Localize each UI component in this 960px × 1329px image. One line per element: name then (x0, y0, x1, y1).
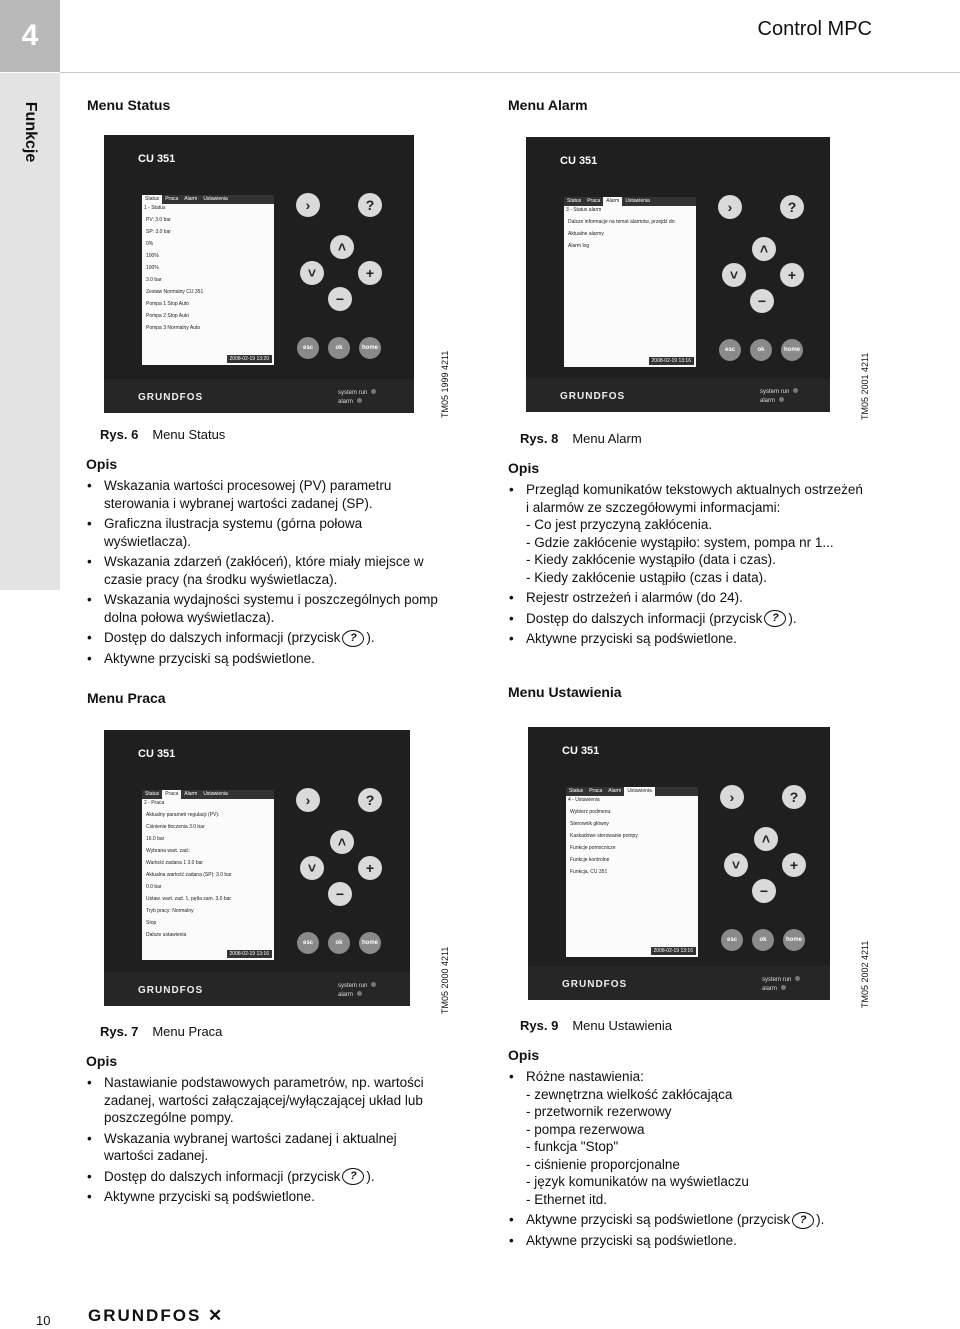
description-list (86, 1074, 446, 1209)
ok-button[interactable]: ok (752, 929, 774, 951)
display-subtitle: 4 - Ustawienia (568, 797, 600, 803)
device-display (142, 195, 274, 365)
status-alarm-label (338, 991, 376, 1000)
esc-button[interactable]: esc (297, 932, 319, 954)
figure-label: Rys. 6 (100, 427, 139, 442)
display-tab: Status (569, 788, 584, 794)
status-run-label (760, 388, 798, 397)
device-brand-logo: GRUNDFOS (138, 985, 204, 996)
description-item (86, 1168, 446, 1186)
display-line: Dalsze informacje na temat alarmów, przejdź do: (568, 219, 676, 225)
status-alarm-led-icon (357, 991, 362, 996)
status-alarm-text: alarm (338, 399, 354, 405)
display-line: 0.0 bar (146, 884, 162, 890)
description-item (508, 1232, 868, 1250)
figure-title: Menu Praca (152, 1024, 223, 1039)
device-display (564, 197, 696, 367)
status-run-text: system run (762, 977, 792, 983)
description-text: Graficzna ilustracja systemu (górna połowa wyświetlacza). (104, 516, 363, 549)
display-tab: Alarm (184, 196, 198, 202)
display-tabs (142, 790, 274, 799)
description-item (86, 650, 446, 668)
device-status-lights (762, 976, 800, 994)
display-tabs (566, 787, 698, 796)
description-item (86, 1130, 446, 1165)
device-footer (528, 966, 830, 1000)
description-text: Dostęp do dalszych informacji (przycisk (104, 630, 341, 645)
device-model-label: CU 351 (138, 153, 176, 165)
status-run-led-icon (371, 982, 376, 987)
display-tab: Praca (587, 198, 601, 204)
plus-icon[interactable]: + (358, 856, 382, 880)
description-heading: Opis (86, 456, 118, 472)
display-tab: Praca (165, 196, 179, 202)
display-tab: Alarm (184, 791, 198, 797)
figure-title: Menu Ustawienia (572, 1018, 673, 1033)
figure-caption (520, 1018, 672, 1033)
description-text: Dostęp do dalszych informacji (przycisk (104, 1168, 341, 1184)
display-line: Wybrana wart. zad.: (146, 848, 191, 854)
display-line: Wybierz podmenu: (570, 809, 612, 815)
status-alarm-label (762, 985, 800, 994)
controller-image (528, 727, 830, 1000)
description-item (86, 591, 446, 626)
side-tab-label: Funkcje (22, 101, 39, 163)
display-tab: Praca (162, 790, 181, 799)
description-tail: ). (366, 1168, 375, 1184)
description-item (508, 630, 868, 648)
right-arrow-icon[interactable]: › (296, 193, 320, 217)
status-run-led-icon (371, 389, 376, 394)
display-line: Aktualne alarmy (568, 231, 604, 237)
display-line: Wartość zadana 1 3.0 bar (146, 860, 204, 866)
description-text: Aktywne przyciski są podświetlone. (104, 650, 315, 666)
device-status-lights (760, 388, 798, 406)
description-list (508, 481, 868, 651)
device-status-lights (338, 389, 376, 407)
display-line: Stop (146, 920, 157, 926)
controller-image (104, 730, 410, 1006)
display-tab: Alarm (608, 788, 622, 794)
display-tab: Ustawienia (624, 787, 654, 796)
help-button-icon: ? (342, 1168, 364, 1185)
status-run-label (762, 976, 800, 985)
esc-button[interactable]: esc (297, 337, 319, 359)
display-timestamp: 2008-02-19 13:16 (227, 950, 272, 958)
ok-button[interactable]: ok (328, 337, 350, 359)
display-line: 100% (146, 265, 159, 271)
logo-mark-icon: ✕ (201, 1306, 225, 1325)
footer-logo (88, 1306, 224, 1326)
status-alarm-text: alarm (760, 398, 776, 404)
plus-icon[interactable]: + (780, 263, 804, 287)
display-tab: Ustawienia (203, 791, 228, 797)
display-subtitle: 2 - Praca (144, 800, 165, 806)
device-footer (526, 378, 830, 412)
display-line: Sterownik główny (570, 821, 609, 827)
status-alarm-led-icon (357, 398, 362, 403)
help-button-icon: ? (342, 630, 364, 647)
esc-button[interactable]: esc (721, 929, 743, 951)
description-item (86, 515, 446, 550)
up-arrow-icon[interactable]: ˄ (754, 827, 778, 851)
description-text: Wskazania zdarzeń (zakłóceń), które miały miejsce w czasie pracy (na środku wyświetlacza). (104, 554, 424, 587)
figure-caption (520, 431, 642, 446)
display-line: Tryb pracy: Normalny (146, 908, 194, 914)
display-tabs (564, 197, 696, 206)
display-line: Pompa 3 Normalny Auto (146, 325, 201, 331)
description-heading: Opis (508, 460, 540, 476)
display-line: 0% (146, 241, 154, 247)
display-tab: Status (145, 791, 160, 797)
description-heading: Opis (86, 1053, 118, 1069)
description-item (508, 589, 868, 607)
description-item (86, 1188, 446, 1206)
description-text: Wskazania wartości procesowej (PV) parametru sterowania i wybranej wartości zadanej (SP). (104, 478, 392, 511)
status-alarm-label (760, 397, 798, 406)
device-status-lights (338, 982, 376, 1000)
device-brand-logo: GRUNDFOS (562, 979, 628, 990)
display-line: Dalsze ustawienia (146, 932, 187, 938)
display-line: Pompa 2 Stop Auto (146, 313, 190, 319)
figure-label: Rys. 7 (100, 1024, 139, 1039)
description-text: Aktywne przyciski są podświetlone (przycisk (526, 1212, 791, 1227)
display-line: Funkcja, CU 351 (570, 869, 608, 875)
home-button[interactable]: home (783, 929, 805, 951)
down-arrow-icon[interactable]: ˅ (722, 263, 746, 287)
description-text: Wskazania wydajności systemu i poszczególnych pomp dolna połowa wyświetlacza). (104, 592, 438, 625)
display-tab: Ustawienia (625, 198, 650, 204)
home-button[interactable]: home (359, 932, 381, 954)
down-arrow-icon[interactable]: ˅ (300, 856, 324, 880)
chapter-number: 4 (0, 0, 60, 72)
description-item (508, 1211, 868, 1229)
status-alarm-text: alarm (338, 992, 354, 998)
home-button[interactable]: home (359, 337, 381, 359)
display-line: 100% (146, 253, 159, 259)
controller-image (526, 137, 830, 412)
display-timestamp: 2008-02-19 13:16 (649, 357, 694, 365)
display-line: Aktualna wartość zadana (SP): 3.0 bar (146, 872, 232, 878)
display-tab: Praca (589, 788, 603, 794)
description-text: Rejestr ostrzeżeń i alarmów (do 24). (526, 590, 743, 605)
help-icon[interactable]: ? (780, 195, 804, 219)
description-item (86, 553, 446, 588)
minus-icon[interactable]: − (750, 289, 774, 313)
device-brand-logo: GRUNDFOS (138, 392, 204, 403)
figure-title: Menu Alarm (572, 431, 642, 446)
device-footer (104, 379, 414, 413)
minus-icon[interactable]: − (328, 882, 352, 906)
device-display (566, 787, 698, 957)
device-model-label: CU 351 (138, 748, 176, 760)
device-model-label: CU 351 (560, 155, 598, 167)
help-button-icon: ? (764, 610, 786, 627)
description-text: Aktywne przyciski są podświetlone. (104, 1189, 315, 1205)
status-alarm-led-icon (779, 397, 784, 402)
ok-button[interactable]: ok (750, 339, 772, 361)
description-text: Wskazania wybranej wartości zadanej i aktualnej wartości zadanej. (104, 1130, 397, 1163)
display-tab: Status (567, 198, 582, 204)
description-tail: ). (366, 630, 375, 645)
display-line: SP: 3.0 bar (146, 229, 172, 235)
up-arrow-icon[interactable]: ˄ (752, 237, 776, 261)
figure-caption (100, 1024, 222, 1039)
description-list (86, 477, 446, 670)
description-tail: ). (816, 1212, 825, 1227)
document-title: Control MPC (757, 18, 872, 40)
display-line: Ciśnienie tłoczenia 3.0 bar (146, 824, 205, 830)
device-brand-logo: GRUNDFOS (560, 391, 626, 402)
figure-label: Rys. 8 (520, 431, 559, 446)
status-run-label (338, 389, 376, 398)
figure-code: TM05 1999 4211 (440, 350, 450, 418)
display-line: PV: 3.0 bar (146, 217, 171, 223)
figure-caption (100, 427, 225, 442)
device-display (142, 790, 274, 960)
status-alarm-led-icon (781, 985, 786, 990)
display-tab: Status (142, 195, 162, 204)
minus-icon[interactable]: − (752, 879, 776, 903)
status-alarm-text: alarm (762, 986, 778, 992)
display-timestamp: 2008-02-19 13:20 (227, 355, 272, 363)
minus-icon[interactable]: − (328, 287, 352, 311)
plus-icon[interactable]: + (358, 261, 382, 285)
status-run-text: system run (760, 389, 790, 395)
status-run-led-icon (793, 388, 798, 393)
figure-title: Menu Status (152, 427, 226, 442)
device-footer (104, 972, 410, 1006)
figure-label: Rys. 9 (520, 1018, 559, 1033)
help-button-icon: ? (792, 1212, 814, 1229)
description-text: Nastawianie podstawowych parametrów, np. wartości zadanej, wartości załączającej/wyłączającej układ lub poszczególne pompy. (104, 1075, 424, 1125)
logo-text: GRUNDFOS (88, 1306, 202, 1325)
description-item (86, 1074, 446, 1127)
description-item (508, 1068, 868, 1208)
figure-code: TM05 2000 4211 (440, 946, 450, 1014)
display-line: Funkcje kontrolne (570, 857, 610, 863)
down-arrow-icon[interactable]: ˅ (300, 261, 324, 285)
down-arrow-icon[interactable]: ˅ (724, 853, 748, 877)
figure-code: TM05 2001 4211 (860, 352, 870, 420)
help-icon[interactable]: ? (782, 785, 806, 809)
right-arrow-icon[interactable]: › (296, 788, 320, 812)
status-run-text: system run (338, 390, 368, 396)
ok-button[interactable]: ok (328, 932, 350, 954)
display-line: Aktualny parametr regulacji (PV): (146, 812, 220, 818)
status-run-label (338, 982, 376, 991)
display-subtitle: 1 - Status (144, 205, 166, 211)
display-line: Zestaw Normalny CU 351 (146, 289, 204, 295)
display-line: 16.0 bar (146, 836, 165, 842)
display-line: Kaskadowe sterowanie pompy (570, 833, 638, 839)
description-item (86, 477, 446, 512)
up-arrow-icon[interactable]: ˄ (330, 235, 354, 259)
esc-button[interactable]: esc (719, 339, 741, 361)
display-line: 3.0 bar (146, 277, 162, 283)
display-line: Funkcje pomocnicze (570, 845, 616, 851)
display-line: Ustaw. wart. zad. 1, pętla zam. 3.0 bar (146, 896, 232, 902)
section-heading: Menu Status (87, 97, 171, 113)
description-text: Aktywne przyciski są podświetlone. (526, 631, 737, 647)
display-line: Pompa 1 Stop Auto (146, 301, 190, 307)
display-timestamp: 2008-02-19 13:16 (651, 947, 696, 955)
status-alarm-label (338, 398, 376, 407)
description-text: Różne nastawienia: - zewnętrzna wielkość zakłócająca - przetwornik rezerwowy - pompa rezerwowa - funkcja "Stop" - ciśnienie proporcjonalne - język komunikatów na wyświetlaczu - Ethernet itd. (526, 1069, 749, 1207)
up-arrow-icon[interactable]: ˄ (330, 830, 354, 854)
description-text: Przegląd komunikatów tekstowych aktualnych ostrzeżeń i alarmów ze szczegółowymi informacjami: - Co jest przyczyną zakłócenia. - Gdzie zakłócenie wystąpiło: system, pompa nr 1... - Kiedy zakłócenie wystąpiło (data i czas). - Kiedy zakłócenie ustąpiło (czas i data). (526, 482, 863, 585)
help-icon[interactable]: ? (358, 193, 382, 217)
right-arrow-icon[interactable]: › (718, 195, 742, 219)
description-item (86, 629, 446, 647)
description-item (508, 610, 868, 628)
description-text: Dostęp do dalszych informacji (przycisk (526, 610, 763, 626)
description-list (508, 1068, 868, 1252)
figure-code: TM05 2002 4211 (860, 940, 870, 1008)
home-button[interactable]: home (781, 339, 803, 361)
description-heading: Opis (508, 1047, 540, 1063)
display-tabs (142, 195, 274, 204)
description-item (508, 481, 868, 586)
section-heading: Menu Alarm (508, 97, 588, 113)
display-tab: Alarm (603, 197, 622, 206)
display-subtitle: 3 - Status alarm (566, 207, 602, 213)
controller-image (104, 135, 414, 413)
status-run-led-icon (795, 976, 800, 981)
page-number: 10 (36, 1313, 51, 1328)
display-tab: Ustawienia (203, 196, 228, 202)
plus-icon[interactable]: + (782, 853, 806, 877)
header-rule (60, 72, 960, 73)
display-line: Alarm log (568, 243, 590, 249)
section-heading: Menu Praca (87, 690, 166, 706)
section-heading: Menu Ustawienia (508, 684, 622, 700)
description-tail: ). (788, 610, 797, 626)
description-text: Aktywne przyciski są podświetlone. (526, 1232, 737, 1248)
help-icon[interactable]: ? (358, 788, 382, 812)
right-arrow-icon[interactable]: › (720, 785, 744, 809)
device-model-label: CU 351 (562, 745, 600, 757)
status-run-text: system run (338, 983, 368, 989)
